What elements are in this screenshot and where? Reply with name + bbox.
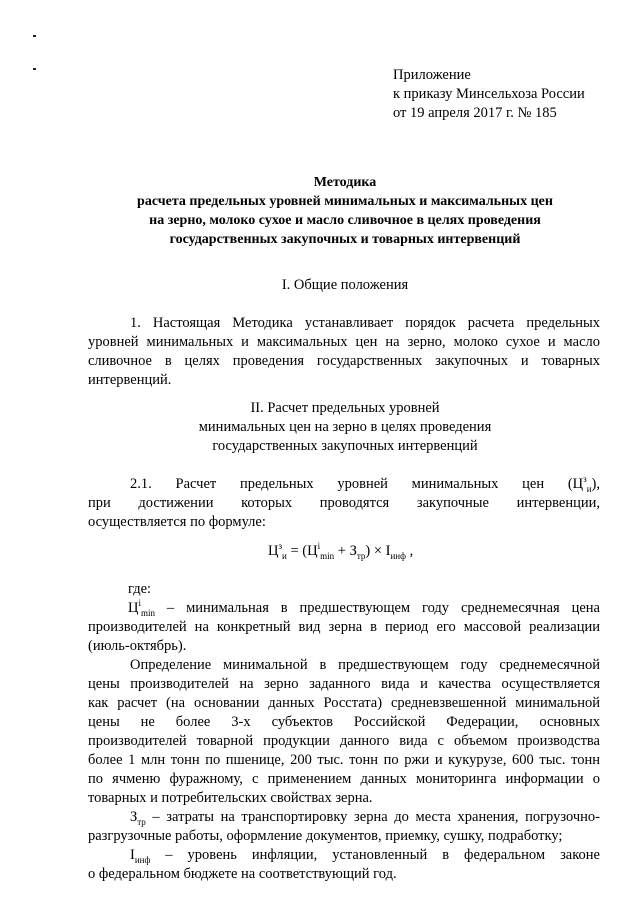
- paragraph-line: цены производителей на зерно заданного вида и качества осуществляется: [88, 676, 600, 692]
- formula-symbol: I: [130, 847, 135, 863]
- approval-line: к приказу Минсельхоза России: [393, 86, 585, 102]
- paragraph-line: (июль-октябрь).: [88, 638, 187, 654]
- paragraph-line: производителей на конкретный вид зерна в период его массовой реализации: [88, 619, 600, 635]
- subscript: инф: [134, 854, 151, 865]
- text-run: 2.1. Расчет предельных уровней минимальных цен (Ц: [130, 476, 584, 492]
- section-heading-text: государственных закупочных интервенций: [212, 438, 478, 454]
- section-heading: [80, 399, 610, 456]
- paragraph-line: [88, 808, 600, 827]
- paragraph-line: осуществляется по формуле:: [88, 514, 266, 530]
- title-line: государственных закупочных и товарных интервенций: [169, 232, 521, 247]
- where-label: где:: [128, 581, 152, 597]
- scan-mark: [33, 68, 36, 70]
- paragraph-line: о федеральном бюджете на соответствующий год.: [88, 866, 397, 882]
- text-run: ),: [591, 476, 600, 492]
- title-line: расчета предельных уровней минимальных и максимальных цен: [137, 194, 553, 209]
- superscript: з: [278, 541, 283, 552]
- text-run: – затраты на транспортировку зерна до места хранения, погрузочно-: [145, 809, 600, 825]
- superscript: з: [583, 475, 587, 485]
- paragraph-line: [88, 599, 600, 618]
- paragraph-line: сливочное в целях проведения государственных закупочных и товарных: [88, 353, 600, 369]
- superscript: i: [317, 541, 321, 552]
- formula-symbol: З: [130, 809, 138, 825]
- text-run: – уровень инфляции, установленный в федеральном законе: [150, 847, 600, 863]
- subscript: и: [586, 483, 592, 494]
- paragraph-line: по ячменю фуражному, с применением данных мониторинга информации о: [88, 771, 600, 787]
- price-formula: [268, 542, 413, 561]
- paragraph-line: уровней минимальных и максимальных цен на зерно, молоко сухое и масло: [88, 334, 600, 350]
- scan-mark: [33, 35, 36, 37]
- subscript: инф: [390, 550, 406, 561]
- paragraph-1: [88, 314, 600, 390]
- paragraph-line: при достижении которых проводятся закупочные интервенции,: [88, 495, 600, 511]
- section-heading-text: I. Общие положения: [281, 277, 409, 293]
- paragraph-line: более 1 млн тонн по пшенице, 200 тыс. тонн по ржи и кукурузе, 600 тыс. тонн: [88, 752, 600, 768]
- section-heading-text: II. Расчет предельных уровней: [250, 400, 440, 416]
- paragraph-line: товарных и потребительских свойствах зерна.: [88, 790, 373, 806]
- section-heading: [80, 276, 610, 295]
- formula-text: ) × I: [365, 543, 391, 559]
- paragraph-line: разгрузочные работы, оформление документов, приемку, сушку, подработку;: [88, 828, 563, 844]
- formula-symbol: Ц: [268, 543, 279, 559]
- definitions-block: [88, 580, 600, 884]
- formula-text: + З: [334, 543, 357, 559]
- title-line: Методика: [313, 175, 377, 190]
- approval-line: от 19 апреля 2017 г. № 185: [393, 105, 557, 121]
- paragraph-line: производителей товарной продукции данного вида с объемом производства: [88, 733, 600, 749]
- paragraph-2-1: [88, 475, 600, 532]
- subscript: min: [320, 550, 335, 561]
- text-run: – минимальная в предшествующем году среднемесячная цена: [155, 600, 600, 616]
- paragraph-line: 1. Настоящая Методика устанавливает порядок расчета предельных: [130, 315, 600, 331]
- paragraph-line: интервенций.: [88, 372, 172, 388]
- subscript: min: [141, 607, 156, 618]
- subscript: тр: [356, 550, 366, 561]
- subscript: тр: [137, 816, 146, 827]
- paragraph-line: [88, 846, 600, 865]
- title-line: на зерно, молоко сухое и масло сливочное в целях проведения: [149, 213, 541, 228]
- approval-block: [393, 66, 585, 123]
- superscript: i: [138, 599, 141, 609]
- formula-text: = (Ц: [286, 543, 318, 559]
- paragraph-line: цены не более 3-х субъектов Российской Федерации, основных: [88, 714, 600, 730]
- section-heading-text: минимальных цен на зерно в целях проведения: [198, 419, 492, 435]
- paragraph-line: Определение минимальной в предшествующем году среднемесячной: [130, 657, 600, 673]
- formula-symbol: Ц: [128, 600, 139, 616]
- paragraph-line: [88, 475, 600, 494]
- document-title: [80, 173, 610, 249]
- subscript: и: [282, 550, 287, 561]
- formula-text: ,: [405, 543, 414, 559]
- approval-line: Приложение: [393, 67, 471, 83]
- paragraph-line: как расчет (на основании данных Росстата) средневзвешенной минимальной: [88, 695, 600, 711]
